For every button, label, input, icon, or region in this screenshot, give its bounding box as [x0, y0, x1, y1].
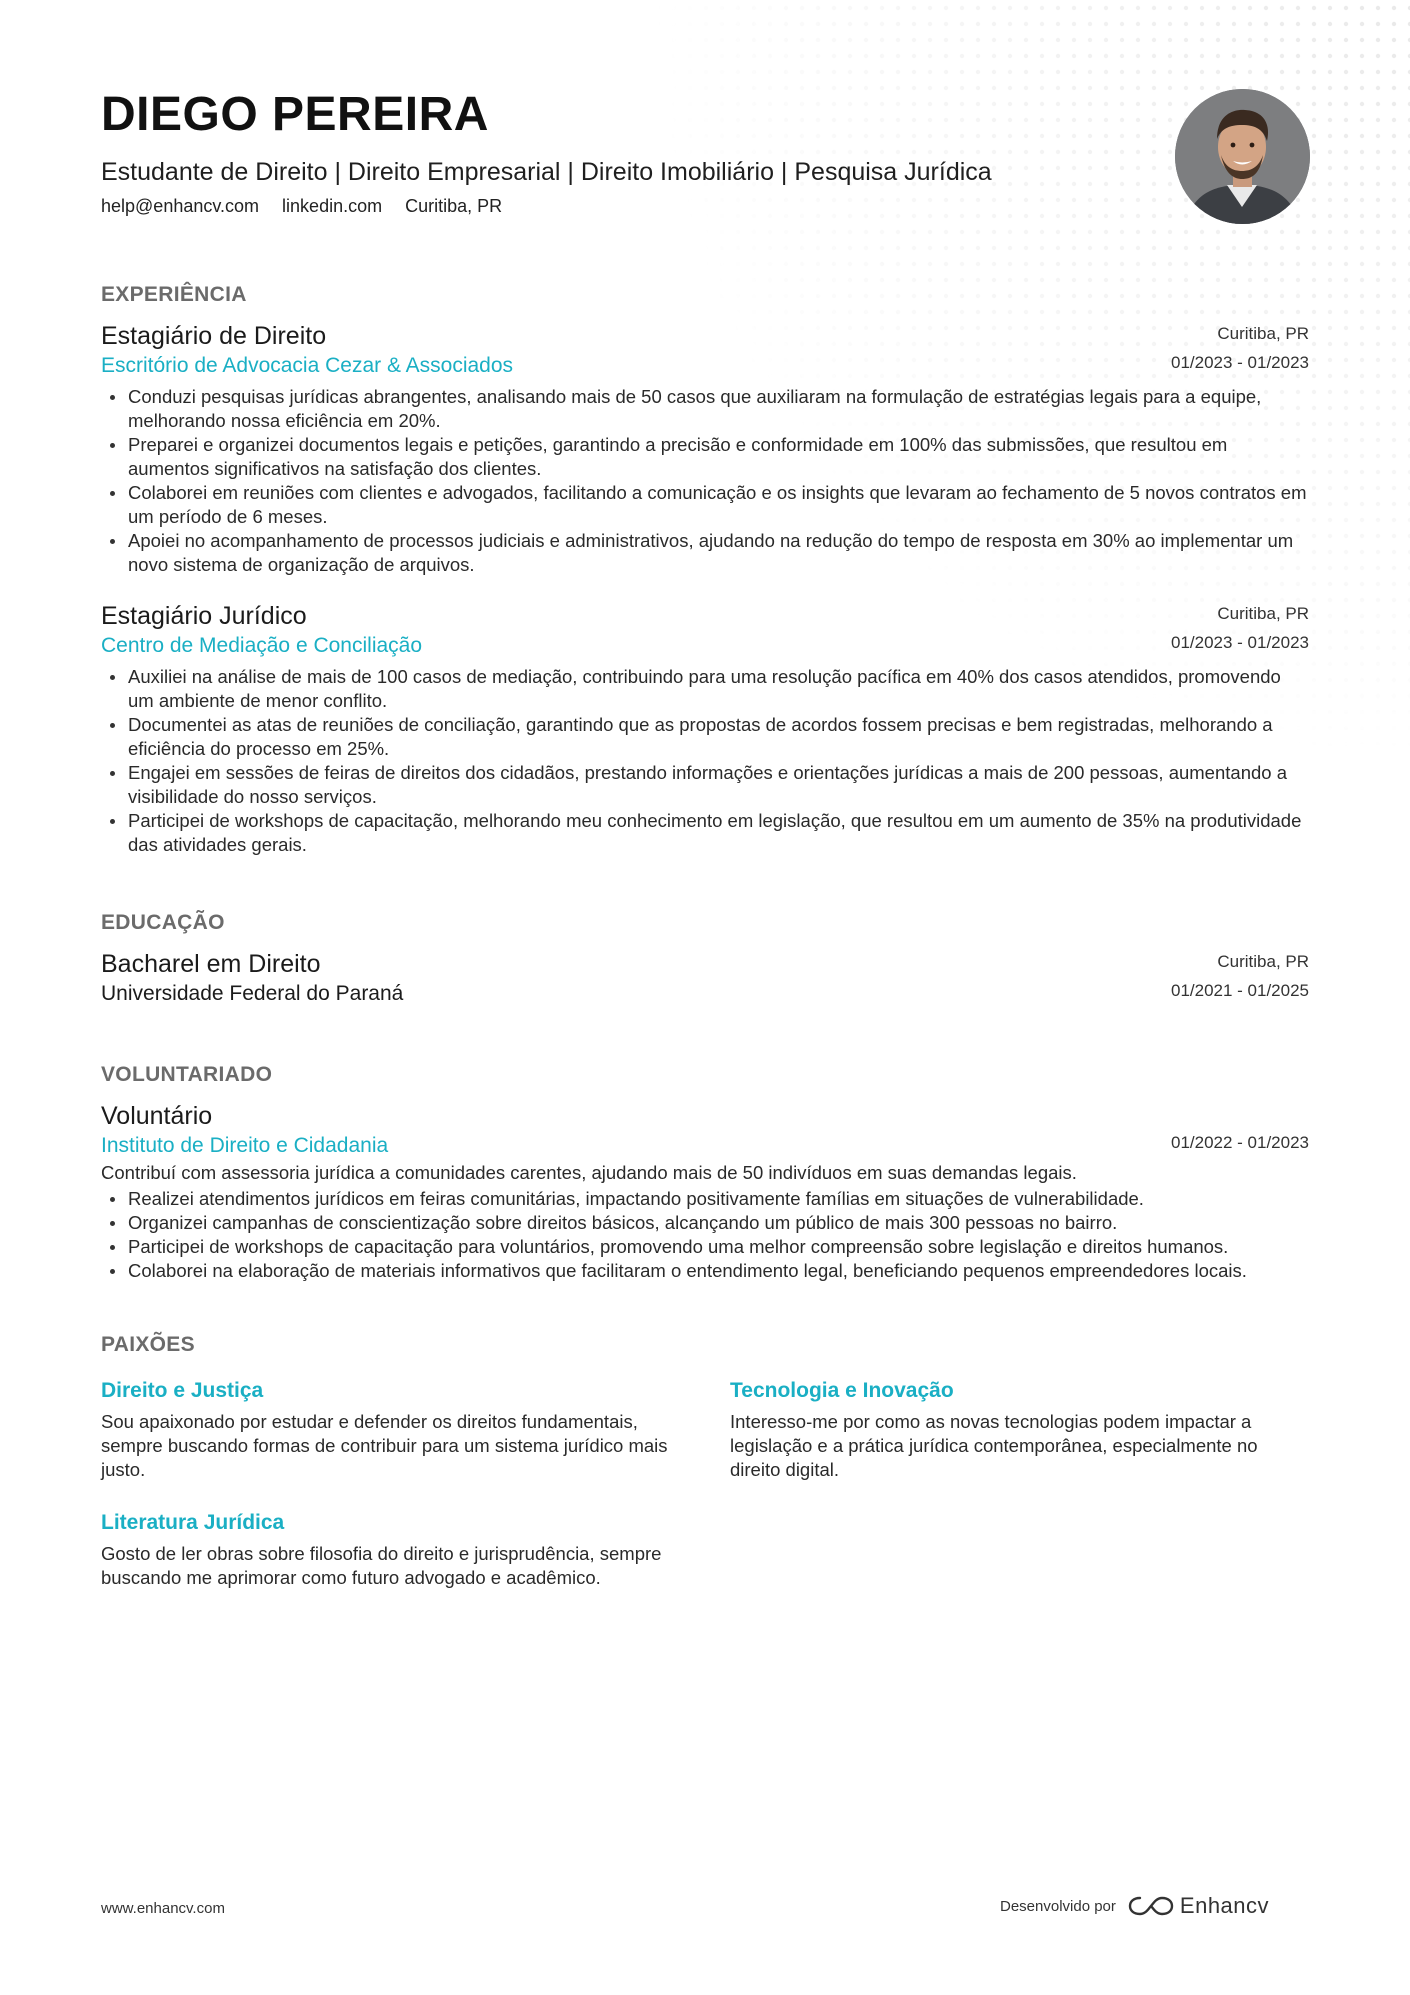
education-location: Curitiba, PR	[1217, 952, 1309, 971]
education-entry	[101, 947, 1309, 1007]
job-role: Estagiário de Direito	[101, 322, 327, 350]
list-item: Documentei as atas de reuniões de conciliação, garantindo que as propostas de acordos fossem precisas e bem registradas, melhorando a eficiência do processo em 25%.	[101, 713, 1309, 761]
job-company: Centro de Mediação e Conciliação	[101, 634, 423, 657]
candidate-name: DIEGO PEREIRA	[101, 88, 489, 141]
list-item: Realizei atendimentos jurídicos em feiras comunitárias, impactando positivamente famílias em situações de vulnerabilidade.	[101, 1187, 1309, 1211]
education-dates: 01/2021 - 01/2025	[1170, 981, 1309, 1000]
passion-description: Sou apaixonado por estudar e defender os direitos fundamentais, sempre buscando formas de contribuir para um sistema jurídico mais justo.	[101, 1411, 668, 1480]
volunteer-organization: Instituto de Direito e Cidadania	[101, 1134, 389, 1157]
resume-content	[101, 82, 1309, 1617]
volunteer-description: Contribuí com assessoria jurídica a comunidades carentes, ajudando mais de 50 indivíduos em suas demandas legais.	[101, 1162, 1077, 1183]
volunteer-role: Voluntário	[101, 1102, 213, 1130]
enhancv-logo-icon	[1128, 1894, 1174, 1918]
passions-section-title: PAIXÕES	[101, 1333, 195, 1356]
experience-entry	[101, 599, 1309, 857]
passions-grid	[101, 1377, 1309, 1617]
list-item: Organizei campanhas de conscientização sobre direitos básicos, alcançando um público de mais 300 pessoas no bairro.	[101, 1211, 1309, 1235]
passions-section	[101, 1333, 1309, 1617]
email-link[interactable]: help@enhancv.com	[101, 196, 260, 216]
footer-website[interactable]: www.enhancv.com	[101, 1900, 225, 1917]
experience-entry-head	[101, 319, 1309, 379]
volunteering-section	[101, 1063, 1309, 1283]
volunteering-section-title: VOLUNTARIADO	[101, 1063, 273, 1086]
passion-title: Direito e Justiça	[101, 1379, 264, 1402]
location-text: Curitiba, PR	[405, 196, 503, 216]
enhancv-brand-name: Enhancv	[1179, 1893, 1270, 1918]
list-item: Colaborei na elaboração de materiais informativos que facilitaram o entendimento legal, beneficiando pequenos empreendedores locais.	[101, 1259, 1309, 1283]
footer-branding	[1000, 1893, 1269, 1919]
education-section-title: EDUCAÇÃO	[101, 911, 225, 934]
passion-item	[101, 1509, 681, 1590]
job-bullets	[101, 385, 1309, 577]
list-item: Apoiei no acompanhamento de processos judiciais e administrativos, ajudando na redução do tempo de resposta em 30% ao implementar um novo sistema de organização de arquivos.	[101, 529, 1309, 577]
school-name: Universidade Federal do Paraná	[101, 982, 404, 1005]
list-item: Engajei em sessões de feiras de direitos dos cidadãos, prestando informações e orientações jurídicas a mais de 200 pessoas, aumentando a visibilidade do nosso serviços.	[101, 761, 1309, 809]
job-dates: 01/2023 - 01/2023	[1170, 633, 1309, 652]
job-role: Estagiário Jurídico	[101, 602, 307, 630]
education-section	[101, 911, 1309, 1007]
volunteering-entry-head	[101, 1099, 1309, 1159]
passion-item	[101, 1377, 681, 1482]
volunteer-dates: 01/2022 - 01/2023	[1170, 1133, 1309, 1152]
list-item: Colaborei em reuniões com clientes e advogados, facilitando a comunicação e os insights que levaram ao fechamento de 5 novos contratos em um período de 6 meses.	[101, 481, 1309, 529]
job-company: Escritório de Advocacia Cezar & Associados	[101, 354, 514, 377]
list-item: Auxiliei na análise de mais de 100 casos de mediação, contribuindo para uma resolução pacífica em 40% dos casos atendidos, promovendo um ambiente de menor conflito.	[101, 665, 1309, 713]
contact-info	[101, 196, 1309, 217]
list-item: Conduzi pesquisas jurídicas abrangentes, analisando mais de 50 casos que auxiliaram na formulação de estratégias legais para a equipe, melhorando nossa eficiência em 20%.	[101, 385, 1309, 433]
list-item: Participei de workshops de capacitação, melhorando meu conhecimento em legislação, que resultou em um aumento de 35% na produtividade das atividades gerais.	[101, 809, 1309, 857]
job-location: Curitiba, PR	[1217, 604, 1309, 623]
passion-title: Tecnologia e Inovação	[730, 1379, 954, 1402]
linkedin-link[interactable]: linkedin.com	[282, 196, 383, 216]
degree-name: Bacharel em Direito	[101, 950, 321, 978]
experience-entry	[101, 319, 1309, 577]
job-dates: 01/2023 - 01/2023	[1170, 353, 1309, 372]
passion-item	[730, 1377, 1310, 1482]
list-item: Preparei e organizei documentos legais e petições, garantindo a precisão e conformidade em 100% das submissões, que resultou em aumentos significativos na satisfação dos clientes.	[101, 433, 1309, 481]
passion-description: Interesso-me por como as novas tecnologias podem impactar a legislação e a prática jurídica contemporânea, especialmente no direito digital.	[730, 1411, 1258, 1480]
list-item: Participei de workshops de capacitação para voluntários, promovendo uma melhor compreensão sobre legislação e direitos humanos.	[101, 1235, 1309, 1259]
job-bullets	[101, 665, 1309, 857]
experience-section-title: EXPERIÊNCIA	[101, 283, 247, 306]
volunteer-bullets	[101, 1187, 1309, 1283]
powered-by-label: Desenvolvido por	[1000, 1897, 1116, 1915]
passion-title: Literatura Jurídica	[101, 1511, 285, 1534]
resume-header	[101, 82, 1309, 217]
job-location: Curitiba, PR	[1217, 324, 1309, 343]
experience-section	[101, 283, 1309, 857]
experience-entry-head	[101, 599, 1309, 659]
candidate-title: Estudante de Direito | Direito Empresarial | Direito Imobiliário | Pesquisa Jurídica	[101, 158, 992, 186]
passion-description: Gosto de ler obras sobre filosofia do direito e jurisprudência, sempre buscando me aprimorar como futuro advogado e acadêmico.	[101, 1543, 662, 1588]
